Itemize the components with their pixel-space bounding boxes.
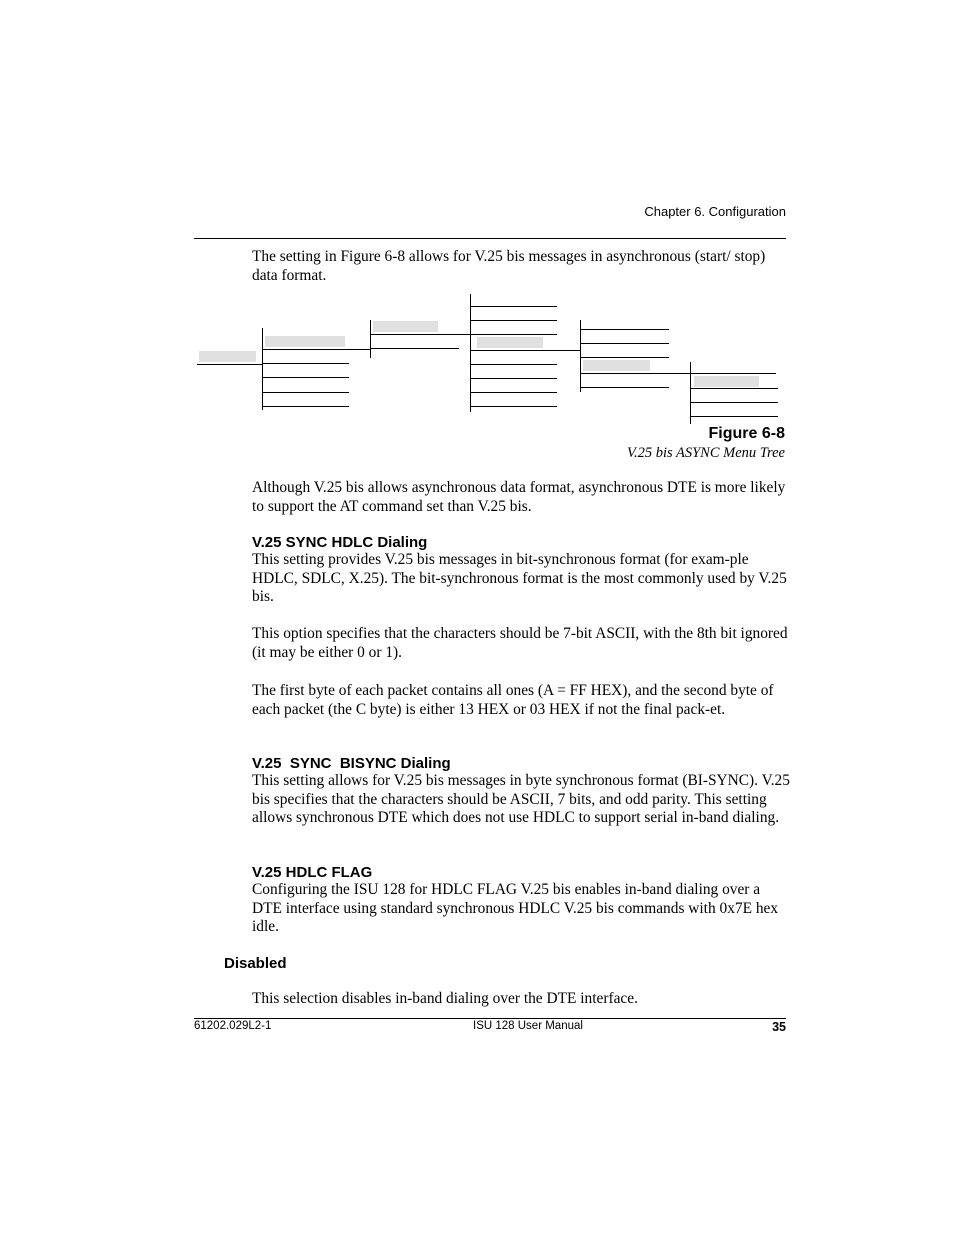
- tree-node-highlight: [694, 376, 759, 387]
- first-byte-paragraph: The first byte of each packet contains all ones (A = FF HEX), and the second byte of each packet (the C byte) is either 13 HEX or 03 HEX if not the final pack-et.: [252, 682, 774, 718]
- footer-rule: [194, 1018, 786, 1019]
- hdlc-flag-paragraph: Configuring the ISU 128 for HDLC FLAG V.25 bis enables in-band dialing over a DTE interface using standard synchronous HDLC V.25 bis commands with 0x7E hex idle.: [252, 881, 779, 936]
- heading-sync-bisync: V.25 SYNC BISYNC Dialing: [252, 755, 451, 772]
- menu-tree-diagram: [0, 0, 954, 430]
- heading-hdlc-flag: V.25 HDLC FLAG: [252, 864, 373, 881]
- heading-sync-hdlc: V.25 SYNC HDLC Dialing: [252, 534, 428, 551]
- footer-doc-number: 61202.029L2-1: [194, 1020, 272, 1032]
- tree-node-highlight: [583, 360, 650, 371]
- footer-manual-title: ISU 128 User Manual: [473, 1020, 583, 1032]
- figure-caption: V.25 bis ASYNC Menu Tree: [626, 445, 785, 461]
- tree-node-highlight: [199, 351, 256, 362]
- ascii-note-paragraph: This option specifies that the characters should be 7-bit ASCII, with the 8th bit ignored (it may be either 0 or 1).: [252, 625, 788, 661]
- sync-bisync-paragraph: This setting allows for V.25 bis messages in byte synchronous format (BI-SYNC). V.25 bis specifies that the characters should be ASCII, 7 bits, and odd parity. This setting allows synchronous DTE which does not use HDLC to support serial in-band dialing.: [252, 772, 790, 827]
- sync-hdlc-paragraph: This setting provides V.25 bis messages in bit-synchronous format (for exam-ple HDLC, SDLC, X.25). The bit-synchronous format is the most commonly used by V.25 bis.: [252, 551, 787, 606]
- tree-node-highlight: [265, 336, 345, 347]
- disabled-paragraph: This selection disables in-band dialing over the DTE interface.: [252, 990, 638, 1007]
- running-header: Chapter 6. Configuration: [644, 204, 786, 219]
- figure-number: Figure 6-8: [708, 425, 785, 442]
- intro-paragraph: The setting in Figure 6-8 allows for V.25 bis messages in asynchronous (start/ stop) data format.: [252, 248, 766, 284]
- footer-page-number: 35: [772, 1020, 786, 1034]
- tree-node-highlight: [373, 321, 438, 332]
- async-note-paragraph: Although V.25 bis allows asynchronous data format, asynchronous DTE is more likely to support the AT command set than V.25 bis.: [252, 479, 786, 515]
- heading-disabled: Disabled: [224, 955, 287, 972]
- tree-node-highlight: [477, 337, 543, 348]
